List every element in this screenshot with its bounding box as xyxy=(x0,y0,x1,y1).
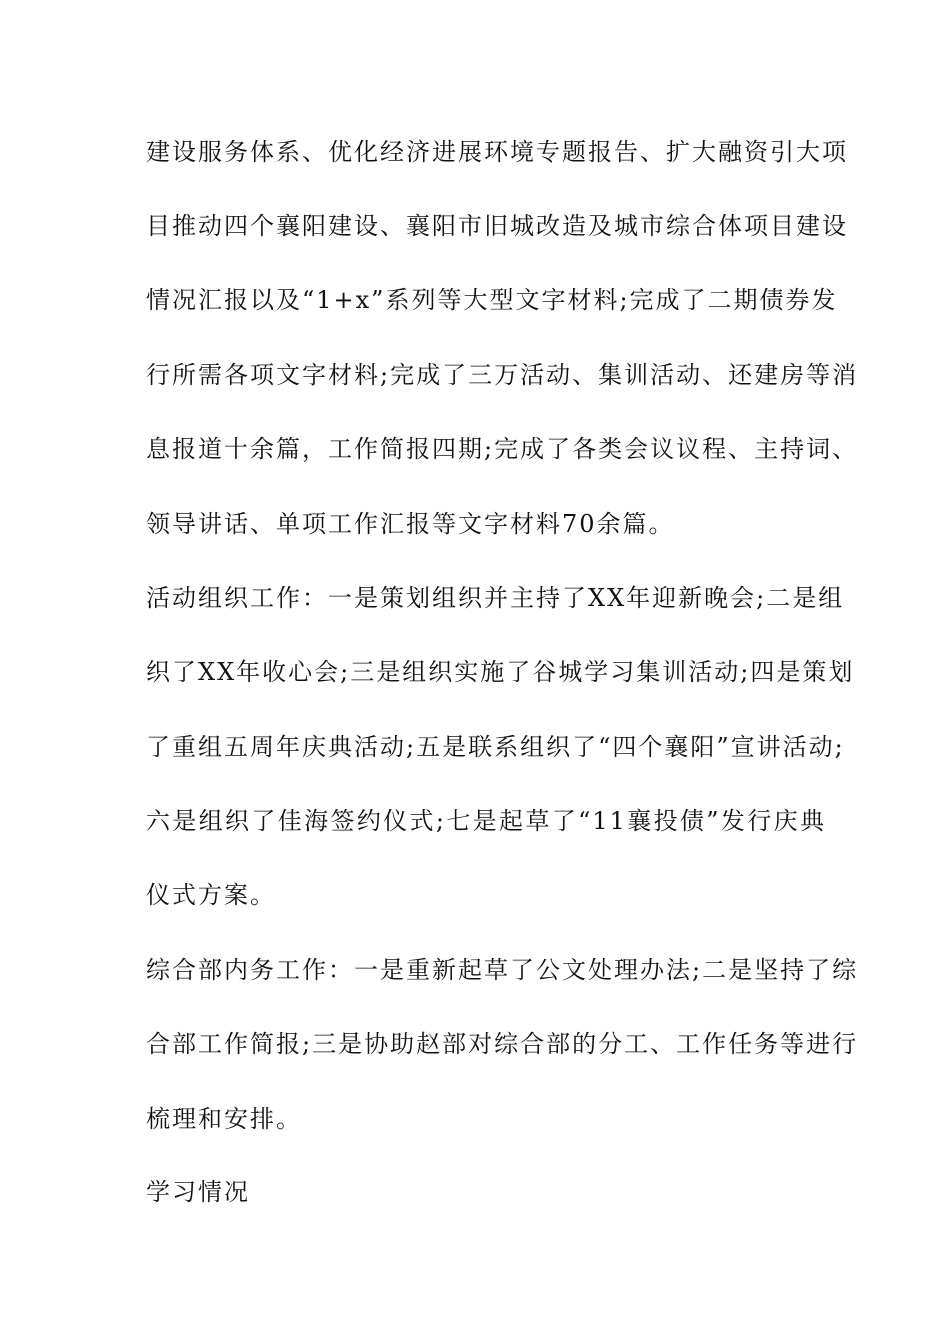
text-line: 合部工作简报;三是协助赵部对综合部的分工、工作任务等进行 xyxy=(146,1030,859,1058)
text-line: 建设服务体系、优化经济进展环境专题报告、扩大融资引大项 xyxy=(146,138,848,166)
text-line: 活动组织工作：一是策划组织并主持了XX年迎新晚会;二是组 xyxy=(146,584,845,612)
text-line: 目推动四个襄阳建设、襄阳市旧城改造及城市综合体项目建设 xyxy=(146,212,848,240)
text-line: 了重组五周年庆典活动;五是联系组织了“四个襄阳”宣讲活动; xyxy=(146,733,845,761)
text-line: 领导讲话、单项工作汇报等文字材料70余篇。 xyxy=(146,510,675,538)
text-line: 情况汇报以及“1+x”系列等大型文字材料;完成了二期债券发 xyxy=(146,286,838,314)
text-line: 梳理和安排。 xyxy=(146,1105,302,1133)
text-line: 综合部内务工作：一是重新起草了公文处理办法;二是坚持了综 xyxy=(146,956,859,984)
text-line: 织了XX年收心会;三是组织实施了谷城学习集训活动;四是策划 xyxy=(146,658,855,686)
section-heading: 学习情况 xyxy=(146,1178,250,1206)
text-line: 行所需各项文字材料;完成了三万活动、集训活动、还建房等消 xyxy=(146,361,859,389)
text-line: 六是组织了佳海签约仪式;七是起草了“11襄投债”发行庆典 xyxy=(146,807,826,835)
text-line: 仪式方案。 xyxy=(146,881,276,909)
text-line: 息报道十余篇，工作简报四期;完成了各类会议议程、主持词、 xyxy=(146,435,859,463)
